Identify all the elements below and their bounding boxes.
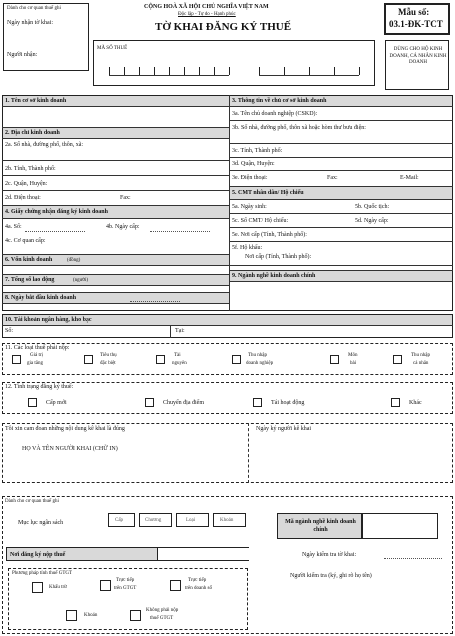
section-7-unit: (người): [73, 278, 89, 283]
status-other-label: Khác: [409, 400, 422, 406]
field-5f[interactable]: 5f. Hộ khẩu:: [232, 245, 263, 251]
side-note-box: [385, 40, 449, 90]
field-5e[interactable]: 5e. Nơi cấp (Tỉnh, Thành phố):: [232, 232, 307, 238]
tax-license-checkbox[interactable]: [330, 355, 339, 364]
tax-excise-label: Tiêu thụ: [100, 353, 117, 358]
receipt-date-label[interactable]: Ngày nhận tờ khai:: [7, 20, 53, 26]
status-other-checkbox[interactable]: [391, 398, 400, 407]
section-9-title: 9. Ngành nghề kinh doanh chính: [232, 273, 316, 279]
tax-vat-label-2: gia tăng: [27, 361, 43, 366]
form-code-box: [384, 3, 450, 35]
section-2-title: 2. Địa chỉ kinh doanh: [5, 130, 60, 136]
tax-license-label: Môn: [348, 353, 358, 358]
status-relocate-label: Chuyển địa điểm: [163, 400, 204, 406]
section-4-title: 4. Giấy chứng nhận đăng ký kinh doanh: [5, 209, 108, 215]
receipt-box: [3, 3, 89, 71]
tax-resource-checkbox[interactable]: [156, 355, 165, 364]
field-3c[interactable]: 3c. Tỉnh, Thành phố:: [232, 148, 283, 154]
registration-place-label: Nơi đăng ký nộp thuế: [10, 552, 66, 558]
registration-place-box[interactable]: [6, 547, 249, 561]
status-relocate-checkbox[interactable]: [145, 398, 154, 407]
tax-corporate-checkbox[interactable]: [232, 355, 241, 364]
field-5d[interactable]: 5d. Ngày cấp:: [355, 218, 389, 224]
tax-resource-label-2: nguyên: [172, 361, 187, 366]
section-12-title: 12. Tình trạng đăng ký thuế:: [5, 384, 74, 390]
form-code-label: Mẫu số:: [398, 7, 430, 17]
tax-license-label-2: bài: [350, 361, 357, 366]
field-5c[interactable]: 5c. Số CMT/ Hộ chiếu:: [232, 218, 289, 224]
field-3d[interactable]: 3d. Quận, Huyện:: [232, 161, 275, 167]
status-new-label: Cấp mới: [46, 400, 67, 406]
field-3e-email[interactable]: E-Mail:: [400, 175, 419, 181]
section-5-title: 5. CMT nhân dân/ Hộ chiếu: [232, 190, 304, 196]
section-8-title: 8. Ngày bắt đầu kinh doanh: [5, 295, 77, 301]
form-code: 03.1-ĐK-TCT: [389, 19, 443, 29]
status-resume-label: Tái hoạt động: [271, 400, 305, 406]
budget-level-label: Cấp: [115, 518, 124, 523]
method-deduction-label: Khấu trừ: [49, 585, 67, 590]
status-resume-checkbox[interactable]: [253, 398, 262, 407]
method-exempt-label: Không phải nộp: [146, 608, 179, 613]
industry-code-input[interactable]: [362, 513, 438, 539]
signer-name-label[interactable]: HỌ VÀ TÊN NGƯỜI KHAI (CHỮ IN): [22, 446, 118, 452]
field-2d[interactable]: 2d. Điện thoại:: [5, 195, 41, 201]
tax-corporate-label: Thu nhập: [248, 353, 268, 358]
motto: Độc lập - Tự do - Hạnh phúc: [178, 12, 236, 17]
tax-code-box: [93, 40, 375, 86]
budget-item-label: Khoản: [220, 518, 234, 523]
method-exempt-label-2: thuế GTGT: [150, 616, 174, 621]
method-direct-revenue-label: Trực tiếp: [188, 578, 207, 583]
tax-type-list: [0, 352, 455, 374]
tax-office-title: Dành cho cơ quan thuế ghi: [5, 499, 59, 504]
field-2d-fax[interactable]: Fax:: [120, 195, 131, 201]
tax-code-cells[interactable]: [94, 55, 374, 85]
field-4a[interactable]: 4a. Số:: [5, 224, 22, 230]
field-2c[interactable]: 2c. Quận, Huyện:: [5, 181, 48, 187]
field-4b[interactable]: 4b. Ngày cấp:: [106, 224, 140, 230]
method-direct-revenue-label-2: trên doanh số: [185, 586, 212, 591]
method-exempt-checkbox[interactable]: [130, 610, 141, 621]
republic-heading: CỘNG HOÀ XÃ HỘI CHỦ NGHĨA VIỆT NAM: [144, 4, 269, 10]
section-6-title: 6. Vốn kinh doanh: [5, 257, 53, 263]
tax-resource-label: Tài: [174, 353, 181, 358]
section-7-title: 7. Tổng số lao động: [5, 277, 55, 283]
method-lumpsum-checkbox[interactable]: [66, 610, 77, 621]
tax-personal-label: Thu nhập: [411, 353, 431, 358]
declaration-text: Tôi xin cam đoan những nội dung kê khai là đúng: [5, 426, 125, 432]
budget-type-cell[interactable]: [176, 513, 209, 527]
declaration-box: [2, 423, 453, 483]
tax-excise-label-2: đặc biệt: [100, 361, 116, 366]
budget-type-label: Loại: [186, 518, 196, 523]
method-deduction-checkbox[interactable]: [32, 582, 43, 593]
method-direct-gtgt-label: Trực tiếp: [116, 578, 135, 583]
tax-vat-label: Giá trị: [30, 353, 43, 358]
field-4c[interactable]: 4c. Cơ quan cấp:: [5, 238, 46, 244]
field-3b[interactable]: 3b. Số nhà, đường phố, thôn xã hoặc hòm thư bưu điện:: [232, 125, 366, 131]
bank-name[interactable]: Tại:: [175, 328, 185, 334]
check-date-label[interactable]: Ngày kiểm tra tờ khai:: [302, 552, 357, 558]
tax-vat-checkbox[interactable]: [12, 355, 21, 364]
budget-chapter-label: Chương: [145, 518, 162, 523]
signing-date-label[interactable]: Ngày ký người kê khai: [256, 426, 312, 432]
tax-personal-label-2: cá nhân: [413, 361, 429, 366]
field-5f-place[interactable]: Nơi cấp (Tỉnh, Thành phố):: [245, 254, 312, 260]
receipt-person-label[interactable]: Người nhận:: [7, 52, 38, 58]
section-11-title: 11. Các loại thuế phải nộp:: [5, 345, 70, 351]
status-new-checkbox[interactable]: [28, 398, 37, 407]
side-note: DÙNG CHO HỘ KINH DOANH, CÁ NHÂN KINH DOANH: [389, 47, 447, 65]
field-3e[interactable]: 3e. Điện thoại:: [232, 175, 268, 181]
industry-code-label-box: [277, 513, 362, 539]
form-title: TỜ KHAI ĐĂNG KÝ THUẾ: [155, 21, 292, 33]
industry-code-label: Mã ngành nghề kinh doanh chính: [285, 519, 356, 534]
checker-label[interactable]: Người kiểm tra (ký, ghi rõ họ tên): [290, 573, 372, 579]
tax-excise-checkbox[interactable]: [84, 355, 93, 364]
method-lumpsum-label: Khoán: [84, 613, 98, 618]
bank-account-number[interactable]: Số:: [5, 328, 14, 334]
field-3a[interactable]: 3a. Tên chủ doanh nghiệp (CSKD):: [232, 111, 318, 117]
receipt-title: Dành cho cơ quan thuế ghi: [7, 6, 61, 11]
budget-chapter-cell[interactable]: [139, 513, 172, 527]
budget-index-label: Mục lục ngân sách: [18, 520, 64, 526]
method-direct-revenue-checkbox[interactable]: [170, 580, 181, 591]
section-6-unit: (đồng): [67, 258, 81, 263]
section-1-title: 1. Tên cơ sở kinh doanh: [5, 98, 67, 104]
tax-personal-checkbox[interactable]: [393, 355, 402, 364]
field-2b[interactable]: 2b. Tỉnh, Thành phố:: [5, 166, 56, 172]
field-3e-fax[interactable]: Fax:: [327, 175, 338, 181]
tax-code-label: MÃ SỐ THUẾ: [97, 46, 128, 51]
budget-level-cell[interactable]: [108, 513, 135, 527]
field-5b[interactable]: 5b. Quốc tịch:: [355, 204, 390, 210]
method-direct-gtgt-checkbox[interactable]: [100, 580, 111, 591]
method-direct-gtgt-label-2: trên GTGT: [114, 586, 137, 591]
vat-method-title: Phương pháp tính thuế GTGT: [12, 571, 73, 576]
field-5a[interactable]: 5a. Ngày sinh:: [232, 204, 267, 210]
section-3-title: 3. Thông tin về chủ cơ sở kinh doanh: [232, 98, 327, 104]
section-10-title: 10. Tài khoản ngân hàng, kho bạc: [5, 317, 92, 323]
field-2a[interactable]: 2a. Số nhà, đường phố, thôn, xã:: [5, 142, 84, 148]
tax-corporate-label-2: doanh nghiệp: [246, 361, 274, 366]
budget-item-cell[interactable]: [213, 513, 246, 527]
